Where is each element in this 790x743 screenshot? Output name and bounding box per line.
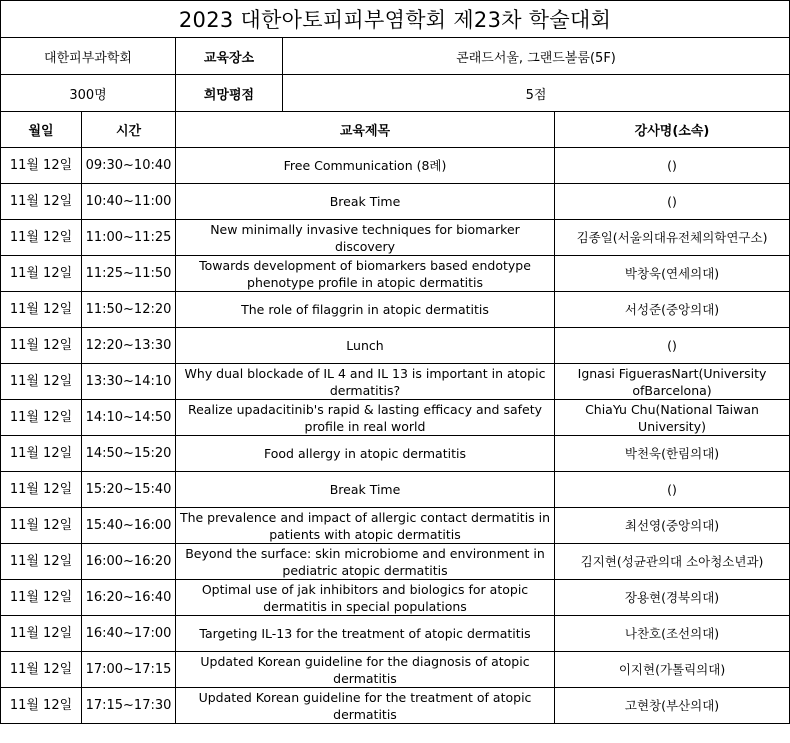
table-row bbox=[1, 328, 790, 364]
table-row bbox=[1, 184, 790, 220]
date-cell: 11월 12일 bbox=[1, 688, 82, 724]
speaker-cell: 김종일(서울의대유전체의학연구소) bbox=[555, 220, 790, 256]
time-cell: 15:20~15:40 bbox=[82, 472, 176, 508]
time-cell: 11:50~12:20 bbox=[82, 292, 176, 328]
time-cell: 13:30~14:10 bbox=[82, 364, 176, 400]
date-cell: 11월 12일 bbox=[1, 184, 82, 220]
speaker-cell: () bbox=[555, 328, 790, 364]
date-cell: 11월 12일 bbox=[1, 472, 82, 508]
time-cell: 17:00~17:15 bbox=[82, 652, 176, 688]
table-row bbox=[1, 148, 790, 184]
speaker-cell: 고현창(부산의대) bbox=[555, 688, 790, 724]
topic-cell: Beyond the surface: skin microbiome and environment in pediatric atopic dermatitis bbox=[176, 544, 555, 580]
date-cell: 11월 12일 bbox=[1, 256, 82, 292]
table-row bbox=[1, 544, 790, 580]
time-cell: 16:20~16:40 bbox=[82, 580, 176, 616]
table-row bbox=[1, 580, 790, 616]
date-cell: 11월 12일 bbox=[1, 328, 82, 364]
topic-cell: New minimally invasive techniques for biomarker discovery bbox=[176, 220, 555, 256]
table-row bbox=[1, 508, 790, 544]
speaker-cell: () bbox=[555, 148, 790, 184]
topic-cell: Realize upadacitinib's rapid & lasting efficacy and safety profile in real world bbox=[176, 400, 555, 436]
session-rows bbox=[1, 148, 790, 724]
speaker-cell: () bbox=[555, 472, 790, 508]
topic-cell: Updated Korean guideline for the treatment of atopic dermatitis bbox=[176, 688, 555, 724]
date-cell: 11월 12일 bbox=[1, 400, 82, 436]
speaker-cell: 김지현(성균관의대 소아청소년과) bbox=[555, 544, 790, 580]
date-cell: 11월 12일 bbox=[1, 508, 82, 544]
topic-cell: Why dual blockade of IL 4 and IL 13 is important in atopic dermatitis? bbox=[176, 364, 555, 400]
date-cell: 11월 12일 bbox=[1, 220, 82, 256]
date-cell: 11월 12일 bbox=[1, 580, 82, 616]
date-cell: 11월 12일 bbox=[1, 616, 82, 652]
table-row bbox=[1, 256, 790, 292]
topic-cell: Optimal use of jak inhibitors and biologics for atopic dermatitis in special populations bbox=[176, 580, 555, 616]
table-row bbox=[1, 292, 790, 328]
speaker-cell: 최선영(중앙의대) bbox=[555, 508, 790, 544]
table-row bbox=[1, 652, 790, 688]
time-cell: 14:50~15:20 bbox=[82, 436, 176, 472]
time-cell: 12:20~13:30 bbox=[82, 328, 176, 364]
table-row bbox=[1, 400, 790, 436]
speaker-cell: 서성준(중앙의대) bbox=[555, 292, 790, 328]
header-speaker: 강사명(소속) bbox=[555, 112, 790, 148]
time-cell: 16:00~16:20 bbox=[82, 544, 176, 580]
time-cell: 16:40~17:00 bbox=[82, 616, 176, 652]
speaker-cell: () bbox=[555, 184, 790, 220]
topic-cell: Break Time bbox=[176, 472, 555, 508]
speaker-cell: 박창욱(연세의대) bbox=[555, 256, 790, 292]
topic-cell: Free Communication (8례) bbox=[176, 148, 555, 184]
topic-cell: Targeting IL-13 for the treatment of atopic dermatitis bbox=[176, 616, 555, 652]
time-cell: 14:10~14:50 bbox=[82, 400, 176, 436]
header-time: 시간 bbox=[82, 112, 176, 148]
speaker-cell: 이지현(가톨릭의대) bbox=[555, 652, 790, 688]
speaker-cell: 나찬호(조선의대) bbox=[555, 616, 790, 652]
date-cell: 11월 12일 bbox=[1, 148, 82, 184]
header-date: 월일 bbox=[1, 112, 82, 148]
time-cell: 10:40~11:00 bbox=[82, 184, 176, 220]
date-cell: 11월 12일 bbox=[1, 436, 82, 472]
table-row bbox=[1, 472, 790, 508]
table-row bbox=[1, 616, 790, 652]
venue-label: 교육장소 bbox=[176, 38, 283, 75]
table-row bbox=[1, 436, 790, 472]
points-value: 5점 bbox=[283, 75, 790, 112]
topic-cell: The prevalence and impact of allergic contact dermatitis in patients with atopic dermatitis bbox=[176, 508, 555, 544]
points-label: 희망평점 bbox=[176, 75, 283, 112]
time-cell: 09:30~10:40 bbox=[82, 148, 176, 184]
time-cell: 11:25~11:50 bbox=[82, 256, 176, 292]
table-row bbox=[1, 364, 790, 400]
time-cell: 11:00~11:25 bbox=[82, 220, 176, 256]
topic-cell: The role of filaggrin in atopic dermatitis bbox=[176, 292, 555, 328]
venue-value: 콘래드서울, 그랜드볼룸(5F) bbox=[283, 38, 790, 75]
date-cell: 11월 12일 bbox=[1, 292, 82, 328]
time-cell: 17:15~17:30 bbox=[82, 688, 176, 724]
time-cell: 15:40~16:00 bbox=[82, 508, 176, 544]
topic-cell: Lunch bbox=[176, 328, 555, 364]
page-title: 2023 대한아토피피부염학회 제23차 학술대회 bbox=[1, 1, 790, 38]
speaker-cell: Ignasi FiguerasNart(University ofBarcelona) bbox=[555, 364, 790, 400]
topic-cell: Break Time bbox=[176, 184, 555, 220]
speaker-cell: 장용현(경북의대) bbox=[555, 580, 790, 616]
speaker-cell: 박천욱(한림의대) bbox=[555, 436, 790, 472]
date-cell: 11월 12일 bbox=[1, 544, 82, 580]
date-cell: 11월 12일 bbox=[1, 364, 82, 400]
capacity-cell: 300명 bbox=[1, 75, 176, 112]
table-row bbox=[1, 688, 790, 724]
topic-cell: Towards development of biomarkers based endotype phenotype profile in atopic dermatitis bbox=[176, 256, 555, 292]
speaker-cell: ChiaYu Chu(National Taiwan University) bbox=[555, 400, 790, 436]
topic-cell: Updated Korean guideline for the diagnosis of atopic dermatitis bbox=[176, 652, 555, 688]
organizer-cell: 대한피부과학회 bbox=[1, 38, 176, 75]
header-topic: 교육제목 bbox=[176, 112, 555, 148]
date-cell: 11월 12일 bbox=[1, 652, 82, 688]
topic-cell: Food allergy in atopic dermatitis bbox=[176, 436, 555, 472]
table-row bbox=[1, 220, 790, 256]
